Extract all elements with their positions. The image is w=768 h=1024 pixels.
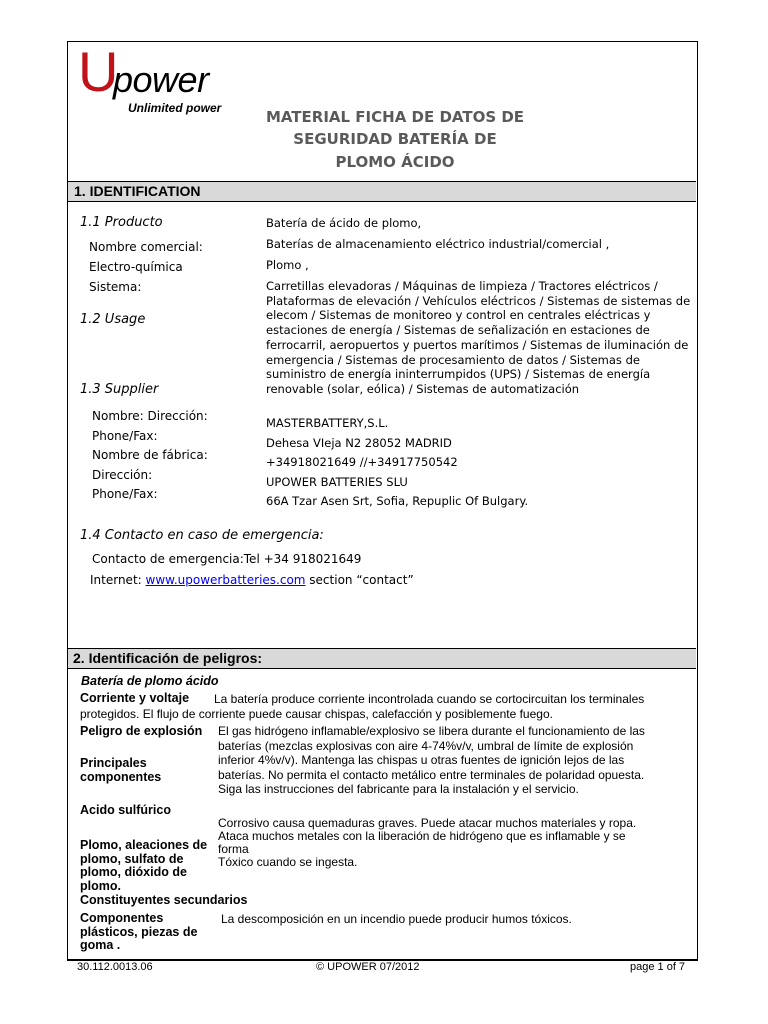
section2-subheading: Batería de plomo ácido <box>81 674 219 688</box>
nombre-comercial-label: Nombre comercial: <box>89 240 203 254</box>
usage-label: 1.2 Usage <box>80 312 146 327</box>
supplier-values <box>266 414 528 512</box>
internet-suffix: section “contact” <box>305 573 414 587</box>
electroquimica-value: Plomo , <box>266 258 309 272</box>
usage-line: renovable (solar, eólica) / Sistemas de automatización <box>266 381 580 396</box>
principales-label: Principales componentes <box>80 756 162 784</box>
footer-doc-number: 30.112.0013.06 <box>77 961 153 973</box>
usage-line: ferrocarril, aeropuertos y puertos marítimos / Sistemas de iluminación de <box>266 337 689 352</box>
supplier-field-value: 66A Tzar Asen Srt, Sofia, Repuplic Of Bulgary. <box>266 494 529 509</box>
plomo-line: Tóxico cuando se ingesta. <box>218 855 358 869</box>
usage-line: Plataformas de elevación / Vehículos eléctricos / Sistemas de sistemas de <box>266 293 691 308</box>
plomo-line: forma <box>218 842 249 856</box>
document-title-line2: SEGURIDAD BATERÍA DE <box>293 130 497 148</box>
document-title-line3: PLOMO ÁCIDO <box>335 153 455 171</box>
plomo-label: Plomo, aleaciones de plomo, sulfato de plomo, dióxido de plomo. <box>80 838 208 893</box>
supplier-field-value: MASTERBATTERY,S.L. <box>266 416 389 430</box>
supplier-field-label: Nombre: Dirección: <box>92 409 208 423</box>
footer-copyright: © UPOWER 07/2012 <box>316 961 420 973</box>
supplier-field-value: +34918021649 //+34917750542 <box>266 455 458 470</box>
corriente-label: Corriente y voltaje <box>80 691 190 705</box>
producto-label: 1.1 Producto <box>80 215 163 230</box>
peligro-line: baterías. No permita el contacto metálico entre terminales de polaridad opuesta. <box>218 767 645 782</box>
section1-heading: 1. IDENTIFICATION <box>74 183 201 199</box>
peligro-line: inferior 4%v/v). Mantenga las chispas u otras fuentes de ignición lejos de las <box>218 753 625 768</box>
logo-tagline: Unlimited power <box>128 101 222 115</box>
supplier-field-value: UPOWER BATTERIES SLU <box>266 474 408 489</box>
page-footer <box>67 959 698 973</box>
emergency-label: 1.4 Contacto en caso de emergencia: <box>80 528 324 543</box>
usage-line: Carretillas elevadoras / Máquinas de limpieza / Tractores eléctricos / <box>266 279 658 293</box>
supplier-field-label: Phone/Fax: <box>92 487 158 502</box>
supplier-field-label: Dirección: <box>92 467 153 482</box>
section2-heading-bar <box>68 648 696 669</box>
corriente-line2: protegidos. El flujo de corriente puede causar chispas, calefacción y posiblemente fuego. <box>80 707 553 721</box>
usage-line: elecom / Sistemas de monitoreo y control en centrales eléctricas y <box>266 308 651 323</box>
supplier-label: 1.3 Supplier <box>80 382 159 397</box>
sistema-label: Sistema: <box>89 280 142 294</box>
usage-line: estaciones de energía / Sistemas de señalización en estaciones de <box>266 323 650 338</box>
supplier-labels <box>92 407 208 505</box>
usage-line: suministro de energía ininterrumpidos (UPS) / Sistemas de energía <box>266 367 651 382</box>
acido-label: Acido sulfúrico <box>80 803 171 817</box>
logo-text: power <box>113 59 209 100</box>
secundarios-label: Constituyentes secundarios <box>80 893 248 907</box>
supplier-field-value: Dehesa VIeja N2 28052 MADRID <box>266 435 452 450</box>
acido-value: Corrosivo causa quemaduras graves. Puede atacar muchos materiales y ropa. <box>218 816 637 830</box>
logo-letter: U <box>78 40 119 103</box>
usage-text <box>266 279 690 397</box>
peligro-line: baterías (mezclas explosivas con aire 4-74%v/v, umbral de límite de explosión <box>218 738 634 753</box>
nombre-comercial-value: Baterías de almacenamiento eléctrico industrial/comercial , <box>266 237 610 251</box>
internet-line <box>90 573 414 587</box>
corriente-line1: La batería produce corriente incontrolada cuando se cortocircuitan los terminales <box>214 692 645 706</box>
componentes-label: Componentes plásticos, piezas de goma . <box>80 911 198 952</box>
plomo-line: Ataca muchos metales con la liberación de hidrógeno que es inflamable y se <box>218 829 626 843</box>
electroquimica-label: Electro-química <box>89 260 183 274</box>
section1-heading-bar <box>68 181 696 202</box>
peligro-label: Peligro de explosión <box>80 724 203 738</box>
section2-heading: 2. Identificación de peligros: <box>73 650 263 666</box>
componentes-value: La descomposición en un incendio puede producir humos tóxicos. <box>221 912 572 926</box>
document-title-line1: MATERIAL FICHA DE DATOS DE <box>265 108 525 126</box>
peligro-line: Siga las instrucciones del fabricante para la instalación y el servicio. <box>218 782 579 797</box>
producto-value: Batería de ácido de plomo, <box>266 216 422 230</box>
internet-prefix: Internet: <box>90 573 146 587</box>
footer-page-number: page 1 of 7 <box>630 961 686 973</box>
peligro-text <box>218 724 688 797</box>
supplier-field-label: Nombre de fábrica: <box>92 448 208 463</box>
emergency-contact: Contacto de emergencia:Tel +34 918021649 <box>92 552 362 566</box>
peligro-line: El gas hidrógeno inflamable/explosivo se libera durante el funcionamiento de las <box>218 724 645 738</box>
usage-line: emergencia / Sistemas de procesamiento de datos / Sistemas de <box>266 352 640 367</box>
website-link[interactable]: www.upowerbatteries.com <box>145 573 306 587</box>
supplier-field-label: Phone/Fax: <box>92 428 158 443</box>
plomo-text <box>218 830 626 869</box>
